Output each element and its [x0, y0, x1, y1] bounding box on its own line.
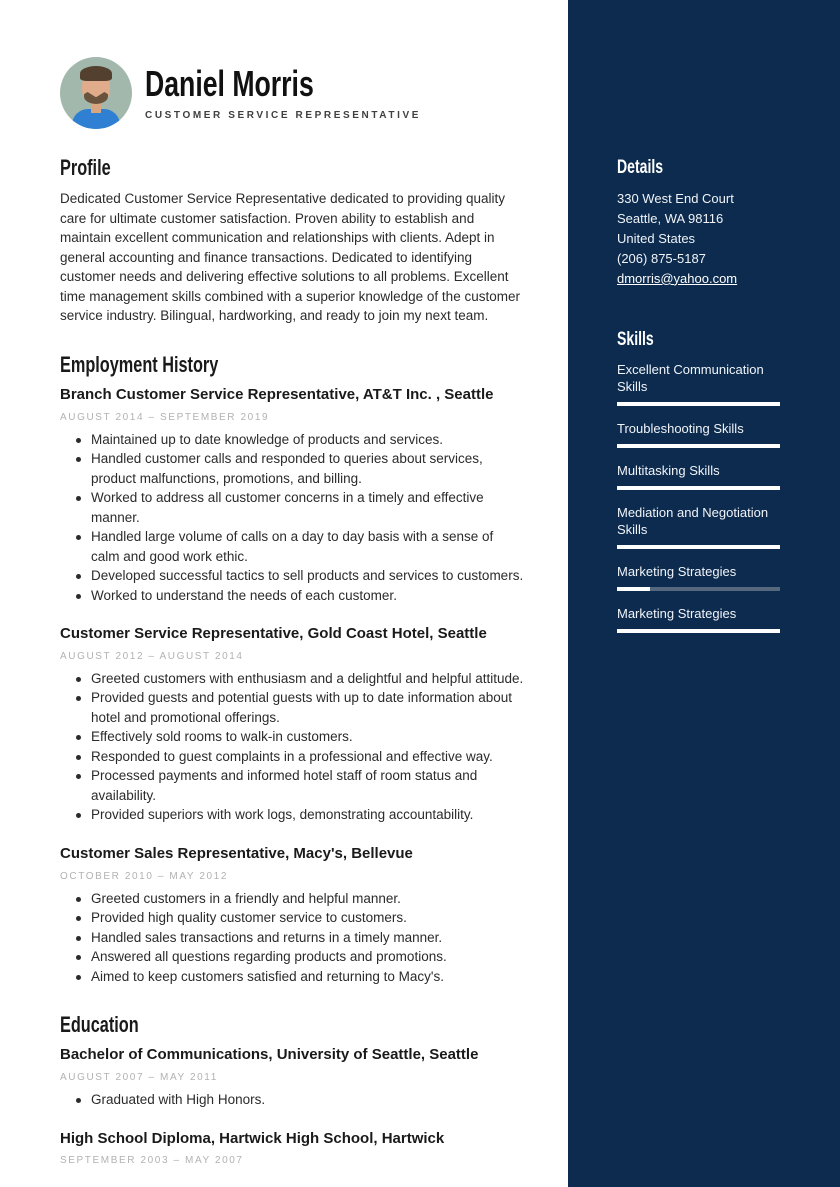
skill-bar-track [617, 444, 780, 448]
skill-item [617, 504, 780, 549]
education-entry [60, 1046, 525, 1109]
detail-line: Seattle, WA 98116 [617, 210, 724, 226]
person-name [145, 62, 421, 104]
job-entry [60, 625, 525, 825]
job-bullet: Effectively sold rooms to walk-in customers. [60, 727, 525, 747]
header [60, 57, 525, 129]
skill-bar-track [617, 486, 780, 490]
job-bullet: Worked to understand the needs of each customer. [60, 586, 525, 606]
skill-bar-fill [617, 402, 780, 406]
education-dates: SEPTEMBER 2003 – MAY 2007 [60, 1155, 244, 1167]
profile-text: Dedicated Customer Service Representative dedicated to providing quality care for ultimate customer satisfaction. Proven ability to establish and maintain excellent communication and relationships with clients. Adept in general accounting and finance transactions. Dedicated to identifying customer needs and delivering effective solutions to all problems. Excellent time management skills combined with a superior knowledge of the customer service industry. Bilingual, hardworking, and ready to join my next team. [60, 191, 520, 324]
header-text [145, 62, 422, 121]
job-bullet: Provided superiors with work logs, demonstrating accountability. [60, 805, 525, 825]
section-employment [60, 353, 525, 986]
job-bullet: Worked to address all customer concerns in a timely and effective manner. [60, 488, 525, 527]
profile-heading-text: Profile [60, 155, 111, 180]
skill-label: Marketing Strategies [617, 605, 737, 621]
skills-heading-text: Skills [617, 328, 654, 350]
job-dates: AUGUST 2012 – AUGUST 2014 [60, 650, 244, 662]
skill-bar-track [617, 587, 780, 591]
details-heading [617, 157, 780, 180]
job-bullet: Greeted customers with enthusiasm and a delightful and helpful attitude. [60, 669, 525, 689]
job-bullet: Maintained up to date knowledge of products and services. [60, 430, 525, 450]
skill-bar-track [617, 629, 780, 633]
education-heading-text: Education [60, 1012, 139, 1038]
employment-heading-text: Employment History [60, 351, 219, 377]
skill-bar-fill [617, 444, 780, 448]
details-heading-text: Details [617, 157, 664, 178]
sidebar-column [568, 0, 840, 1187]
job-bullet: Provided high quality customer service to customers. [60, 908, 525, 928]
skill-item [617, 563, 780, 591]
education-bullet-list [60, 1090, 525, 1110]
details-lines [617, 189, 780, 269]
skills-heading [617, 329, 780, 352]
job-bullet: Processed payments and informed hotel staff of room status and availability. [60, 766, 525, 805]
skill-label: Mediation and Negotiation Skills [617, 504, 769, 537]
avatar-neck [91, 103, 101, 113]
skill-item [617, 462, 780, 490]
employment-list [60, 386, 525, 986]
job-bullet-list [60, 430, 525, 606]
detail-line: United States [617, 230, 696, 246]
job-bullet: Provided guests and potential guests with up to date information about hotel and promotional offerings. [60, 688, 525, 727]
job-bullet: Answered all questions regarding products and promotions. [60, 947, 525, 967]
education-dates: AUGUST 2007 – MAY 2011 [60, 1072, 218, 1084]
skill-item [617, 420, 780, 448]
skill-item [617, 361, 780, 406]
skill-bar-fill [617, 629, 780, 633]
education-heading [60, 1013, 525, 1037]
person-name-text: Daniel Morris [145, 62, 314, 104]
job-bullet: Handled sales transactions and returns in a timely manner. [60, 928, 525, 948]
sidebar-section-skills [617, 329, 780, 633]
skill-bar-fill [617, 587, 650, 591]
person-job-title: CUSTOMER SERVICE REPRESENTATIVE [145, 109, 422, 121]
skill-bar-fill [617, 486, 780, 490]
education-bullet: Graduated with High Honors. [60, 1090, 525, 1110]
skills-list [617, 361, 780, 633]
skill-bar-track [617, 545, 780, 549]
job-bullet-list [60, 889, 525, 987]
job-bullet: Handled customer calls and responded to queries about services, product malfunctions, promotions, and billing. [60, 449, 525, 488]
job-entry [60, 386, 525, 605]
job-bullet: Aimed to keep customers satisfied and returning to Macy's. [60, 967, 525, 987]
education-title: Bachelor of Communications, University of Seattle, Seattle [60, 1046, 479, 1064]
job-dates: OCTOBER 2010 – MAY 2012 [60, 870, 228, 882]
education-entry [60, 1130, 525, 1167]
skill-label: Troubleshooting Skills [617, 420, 744, 436]
detail-line: (206) 875-5187 [617, 250, 706, 266]
job-entry [60, 845, 525, 986]
job-bullet-list [60, 669, 525, 825]
job-bullet: Responded to guest complaints in a professional and effective way. [60, 747, 525, 767]
job-title: Customer Sales Representative, Macy's, Bellevue [60, 844, 413, 862]
section-education [60, 1013, 525, 1166]
job-bullet: Developed successful tactics to sell products and services to customers. [60, 566, 525, 586]
education-list [60, 1046, 525, 1166]
email-link[interactable]: dmorris@yahoo.com [617, 270, 738, 286]
skill-label: Marketing Strategies [617, 563, 737, 579]
avatar-hair [80, 66, 112, 81]
profile-heading [60, 156, 525, 180]
skill-label: Excellent Communication Skills [617, 361, 764, 394]
job-dates: AUGUST 2014 – SEPTEMBER 2019 [60, 411, 270, 423]
job-title: Branch Customer Service Representative, AT&T Inc. , Seattle [60, 385, 494, 403]
employment-heading [60, 353, 525, 377]
detail-line: 330 West End Court [617, 190, 734, 206]
job-title: Customer Service Representative, Gold Coast Hotel, Seattle [60, 625, 487, 643]
skill-label: Multitasking Skills [617, 462, 720, 478]
job-bullet: Handled large volume of calls on a day to day basis with a sense of calm and good work ethic. [60, 527, 525, 566]
skill-bar-track [617, 402, 780, 406]
section-profile [60, 156, 525, 326]
skill-bar-fill [617, 545, 780, 549]
skill-item [617, 605, 780, 633]
sidebar-section-details [617, 157, 780, 289]
education-title: High School Diploma, Hartwick High School, Hartwick [60, 1129, 445, 1147]
avatar-photo [60, 57, 132, 129]
job-bullet: Greeted customers in a friendly and helpful manner. [60, 889, 525, 909]
